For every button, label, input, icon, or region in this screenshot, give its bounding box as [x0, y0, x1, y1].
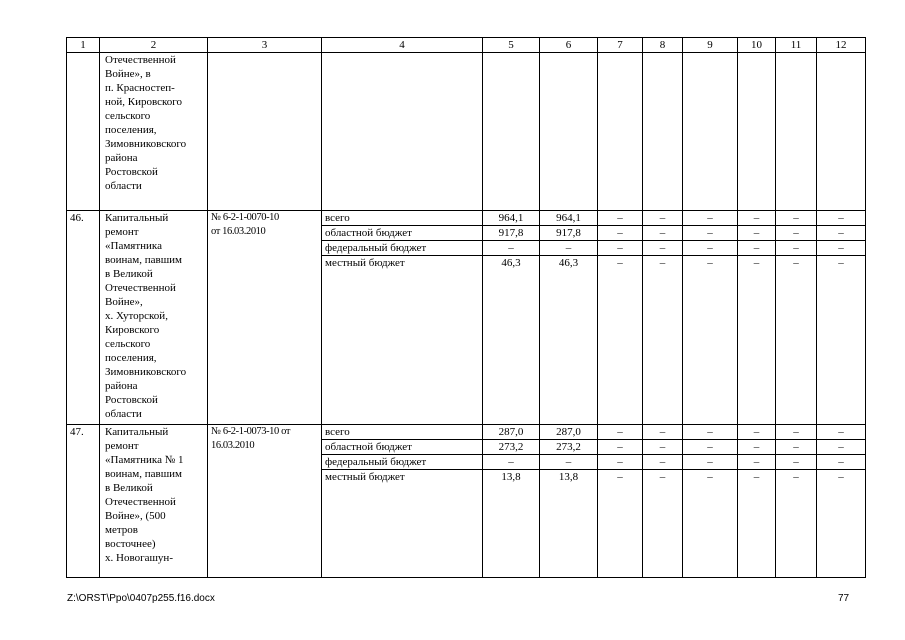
- empty-cell: [738, 270, 776, 425]
- amount-dash: –: [643, 211, 683, 226]
- funding-source: местный бюджет: [322, 470, 483, 485]
- empty-cell: [776, 484, 817, 578]
- budget-table: [66, 37, 866, 578]
- doc-ref: № 6-2-1-0073-10 от 16.03.2010: [208, 425, 322, 578]
- col-header: 3: [208, 38, 322, 53]
- doc-ref: [208, 53, 322, 211]
- funding-source: федеральный бюджет: [322, 455, 483, 470]
- table-row: [67, 425, 866, 440]
- amount-dash: –: [817, 226, 866, 241]
- col-header: 2: [100, 38, 208, 53]
- amount-year: 46,3: [540, 256, 598, 271]
- amount-year: 13,8: [540, 470, 598, 485]
- amount-dash: –: [738, 440, 776, 455]
- col-header: 7: [598, 38, 643, 53]
- col-header: 1: [67, 38, 100, 53]
- funding-source: федеральный бюджет: [322, 241, 483, 256]
- amount-dash: –: [643, 226, 683, 241]
- amount-dash: –: [683, 455, 738, 470]
- amount-dash: –: [738, 226, 776, 241]
- empty-cell: [817, 484, 866, 578]
- empty-cell: [540, 270, 598, 425]
- empty-cell: [683, 270, 738, 425]
- continuation-row: [67, 53, 866, 211]
- amount-dash: –: [776, 440, 817, 455]
- amount-total: –: [483, 455, 540, 470]
- col-header: 12: [817, 38, 866, 53]
- empty-cell: [598, 270, 643, 425]
- funding-source: областной бюджет: [322, 440, 483, 455]
- col-header: 6: [540, 38, 598, 53]
- amount-total: 273,2: [483, 440, 540, 455]
- funding-source: всего: [322, 425, 483, 440]
- amount-dash: –: [776, 425, 817, 440]
- doc-ref: № 6-2-1-0070-10 от 16.03.2010: [208, 211, 322, 425]
- amount-dash: –: [776, 455, 817, 470]
- amount-dash: –: [817, 455, 866, 470]
- amount-dash: –: [643, 470, 683, 485]
- empty-cell: [483, 484, 540, 578]
- funding-source: областной бюджет: [322, 226, 483, 241]
- row-number: [67, 53, 100, 211]
- amount-year: 287,0: [540, 425, 598, 440]
- amount-dash: –: [643, 455, 683, 470]
- amount-dash: –: [738, 470, 776, 485]
- amount-dash: –: [817, 470, 866, 485]
- amount-year: 917,8: [540, 226, 598, 241]
- amount-dash: –: [598, 241, 643, 256]
- empty-cell: [322, 270, 483, 425]
- amount-dash: –: [643, 256, 683, 271]
- empty-cell: [776, 270, 817, 425]
- amount-dash: –: [683, 241, 738, 256]
- col-header: 11: [776, 38, 817, 53]
- amount-dash: –: [598, 470, 643, 485]
- header-row: [67, 38, 866, 53]
- empty-cell: [683, 484, 738, 578]
- amount-dash: –: [598, 425, 643, 440]
- object-name: Отечественной Войне», в п. Красностеп- ной, Кировского сельского поселения, Зимовниковского района Ростовской области: [100, 53, 208, 211]
- funding-source: местный бюджет: [322, 256, 483, 271]
- amount-dash: –: [776, 256, 817, 271]
- empty-cell: [738, 484, 776, 578]
- amount-total: –: [483, 241, 540, 256]
- amount-dash: –: [738, 256, 776, 271]
- empty-cell: [322, 484, 483, 578]
- amount-total: 964,1: [483, 211, 540, 226]
- amount-dash: –: [817, 256, 866, 271]
- amount-year: 273,2: [540, 440, 598, 455]
- amount-year: –: [540, 241, 598, 256]
- amount-dash: –: [683, 440, 738, 455]
- col-header: 10: [738, 38, 776, 53]
- funding-source: всего: [322, 211, 483, 226]
- row-number: 47.: [67, 425, 100, 578]
- amount-dash: –: [738, 425, 776, 440]
- amount-dash: –: [683, 470, 738, 485]
- object-name: Капитальный ремонт «Памятника № 1 воинам, павшим в Великой Отечественной Войне», (500 метров восточнее) х. Новогашун-: [100, 425, 208, 578]
- amount-dash: –: [738, 241, 776, 256]
- amount-dash: –: [683, 211, 738, 226]
- amount-year: –: [540, 455, 598, 470]
- col-header: 5: [483, 38, 540, 53]
- amount-dash: –: [738, 211, 776, 226]
- amount-dash: –: [776, 470, 817, 485]
- amount-dash: –: [683, 256, 738, 271]
- amount-dash: –: [683, 425, 738, 440]
- file-path: Z:\ORST\Ppo\0407p255.f16.docx: [67, 593, 215, 604]
- amount-dash: –: [598, 226, 643, 241]
- row-number: 46.: [67, 211, 100, 425]
- col-header: 4: [322, 38, 483, 53]
- empty-cell: [643, 484, 683, 578]
- page-number: 77: [838, 593, 850, 604]
- amount-dash: –: [817, 241, 866, 256]
- amount-dash: –: [683, 226, 738, 241]
- col-header: 8: [643, 38, 683, 53]
- funding-source: [322, 53, 483, 211]
- amount-dash: –: [776, 211, 817, 226]
- amount-dash: –: [776, 241, 817, 256]
- empty-cell: [643, 270, 683, 425]
- table-row: [67, 211, 866, 226]
- amount-dash: –: [643, 440, 683, 455]
- amount-total: 287,0: [483, 425, 540, 440]
- amount-total: 13,8: [483, 470, 540, 485]
- empty-cell: [817, 270, 866, 425]
- col-header: 9: [683, 38, 738, 53]
- amount-dash: –: [817, 425, 866, 440]
- amount-dash: –: [598, 440, 643, 455]
- amount-dash: –: [738, 455, 776, 470]
- amount-dash: –: [643, 425, 683, 440]
- empty-cell: [483, 270, 540, 425]
- amount-total: 917,8: [483, 226, 540, 241]
- empty-cell: [598, 484, 643, 578]
- amount-dash: –: [598, 256, 643, 271]
- amount-total: 46,3: [483, 256, 540, 271]
- amount-dash: –: [817, 211, 866, 226]
- amount-dash: –: [598, 211, 643, 226]
- amount-dash: –: [598, 455, 643, 470]
- amount-dash: –: [817, 440, 866, 455]
- amount-dash: –: [776, 226, 817, 241]
- empty-cell: [540, 484, 598, 578]
- amount-dash: –: [643, 241, 683, 256]
- amount-year: 964,1: [540, 211, 598, 226]
- object-name: Капитальный ремонт «Памятника воинам, павшим в Великой Отечественной Войне», х. Хуторской, Кировского сельского поселения, Зимовниковского района Ростовской области: [100, 211, 208, 425]
